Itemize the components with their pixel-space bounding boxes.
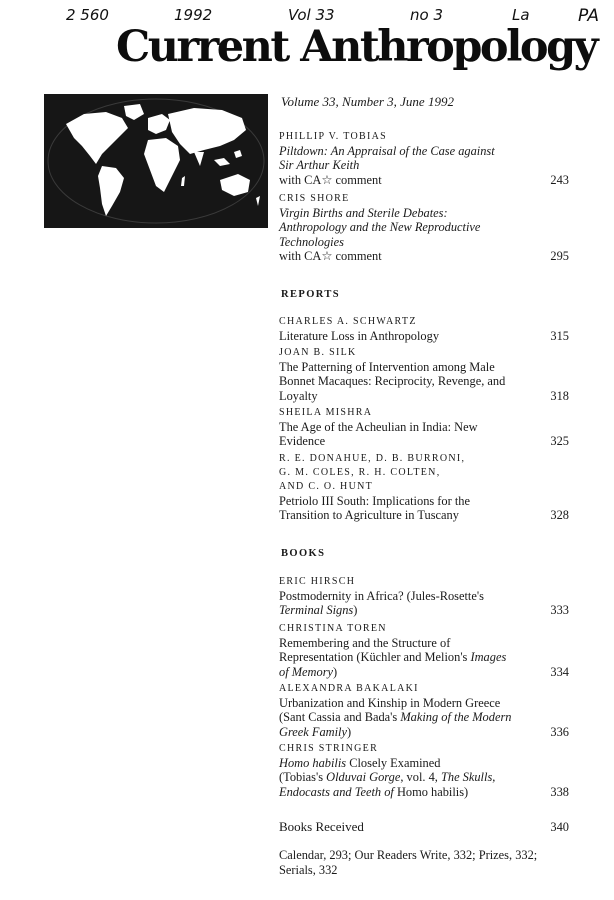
book-entry: [279, 575, 579, 618]
world-map-logo: [44, 94, 268, 228]
masthead-title: Current Anthropology: [116, 22, 597, 72]
book-title-line: Postmodernity in Africa? (Jules-Rosette's: [279, 589, 484, 603]
report-author: R. E. DONAHUE, D. B. BURRONI,: [279, 453, 466, 464]
report-title-line: Loyalty: [279, 388, 318, 403]
article-comment-note: with CA☆ comment: [279, 248, 382, 263]
report-title-line: Evidence: [279, 434, 326, 449]
books-received-entry: [279, 820, 579, 834]
page-number: 325: [550, 434, 569, 449]
report-title-line: Petriolo III South: Implications for the: [279, 494, 470, 508]
article-entry: [279, 130, 579, 187]
page-number: 334: [550, 664, 569, 679]
report-entry: [279, 346, 579, 403]
report-title-line: Transition to Agriculture in Tuscany: [279, 508, 459, 523]
page-number: 338: [550, 784, 569, 799]
book-title-line: of Memory): [279, 664, 338, 679]
book-title-line: Remembering and the Structure of: [279, 636, 451, 650]
handwritten-pa: PA: [578, 6, 600, 26]
book-entry: [279, 682, 579, 739]
book-entry: [279, 622, 579, 679]
article-title-line: Anthropology and the New Reproductive: [279, 220, 481, 235]
article-author: CRIS SHORE: [279, 193, 350, 204]
report-author: SHEILA MISHRA: [279, 407, 373, 418]
report-title-line: The Age of the Acheulian in India: New: [279, 420, 478, 434]
book-author: CHRISTINA TOREN: [279, 623, 387, 634]
book-title-line: Representation (Küchler and Melion's Images: [279, 650, 507, 665]
page-number: 243: [550, 172, 569, 187]
handwritten-volume: Vol 33: [288, 6, 335, 24]
report-author: CHARLES A. SCHWARTZ: [279, 316, 417, 327]
handwritten-number: no 3: [410, 6, 443, 24]
report-entry: [279, 452, 579, 523]
book-title-line: Urbanization and Kinship in Modern Greece: [279, 696, 501, 710]
report-author: G. M. COLES, R. H. COLTEN,: [279, 467, 441, 478]
book-entry: [279, 742, 579, 799]
report-author: JOAN B. SILK: [279, 347, 357, 358]
report-author: AND C. O. HUNT: [279, 481, 374, 492]
footer-listing: [279, 848, 599, 878]
book-author: CHRIS STRINGER: [279, 743, 379, 754]
page-number: 295: [550, 248, 569, 263]
handwritten-code: 2 560: [66, 6, 109, 24]
book-title-line: Endocasts and Teeth of Homo habilis): [279, 784, 469, 799]
article-author: PHILLIP V. TOBIAS: [279, 131, 387, 142]
section-heading-books: BOOKS: [281, 548, 326, 559]
footer-line: Serials, 332: [279, 863, 338, 877]
book-author: ERIC HIRSCH: [279, 576, 356, 587]
article-title-line: Technologies: [279, 234, 344, 249]
article-title-line: Sir Arthur Keith: [279, 158, 360, 173]
book-title-line: (Sant Cassia and Bada's Making of the Modern: [279, 710, 512, 725]
book-title-line: (Tobias's Olduvai Gorge, vol. 4, The Skulls,: [279, 770, 496, 785]
book-title-line: Homo habilis Closely Examined: [279, 756, 441, 770]
handwritten-year: 1992: [174, 6, 213, 24]
report-entry: [279, 315, 579, 343]
article-title-line: Piltdown: An Appraisal of the Case against: [279, 144, 495, 158]
handwritten-la: La: [512, 6, 530, 24]
book-title-line: Greek Family): [279, 724, 352, 739]
report-entry: [279, 406, 579, 449]
page-number: 333: [550, 603, 569, 618]
book-title-line: Terminal Signs): [279, 603, 358, 618]
report-title-line: Literature Loss in Anthropology: [279, 329, 440, 343]
article-title-line: Virgin Births and Sterile Debates:: [279, 206, 448, 220]
page-number: 328: [550, 508, 569, 523]
issue-line: Volume 33, Number 3, June 1992: [281, 94, 454, 109]
page-number: 318: [550, 388, 569, 403]
books-received-label: Books Received: [279, 819, 364, 834]
world-map-icon: [44, 94, 268, 228]
footer-line: Calendar, 293; Our Readers Write, 332; Prizes, 332;: [279, 848, 538, 862]
page-number: 315: [550, 329, 569, 343]
report-title-line: Bonnet Macaques: Reciprocity, Revenge, and: [279, 374, 506, 389]
section-heading-reports: REPORTS: [281, 289, 341, 300]
report-title-line: The Patterning of Intervention among Male: [279, 360, 495, 374]
page-number: 336: [550, 724, 569, 739]
article-comment-note: with CA☆ comment: [279, 172, 382, 187]
page-number: 340: [550, 820, 569, 834]
book-author: ALEXANDRA BAKALAKI: [279, 683, 419, 694]
article-entry: [279, 192, 579, 263]
